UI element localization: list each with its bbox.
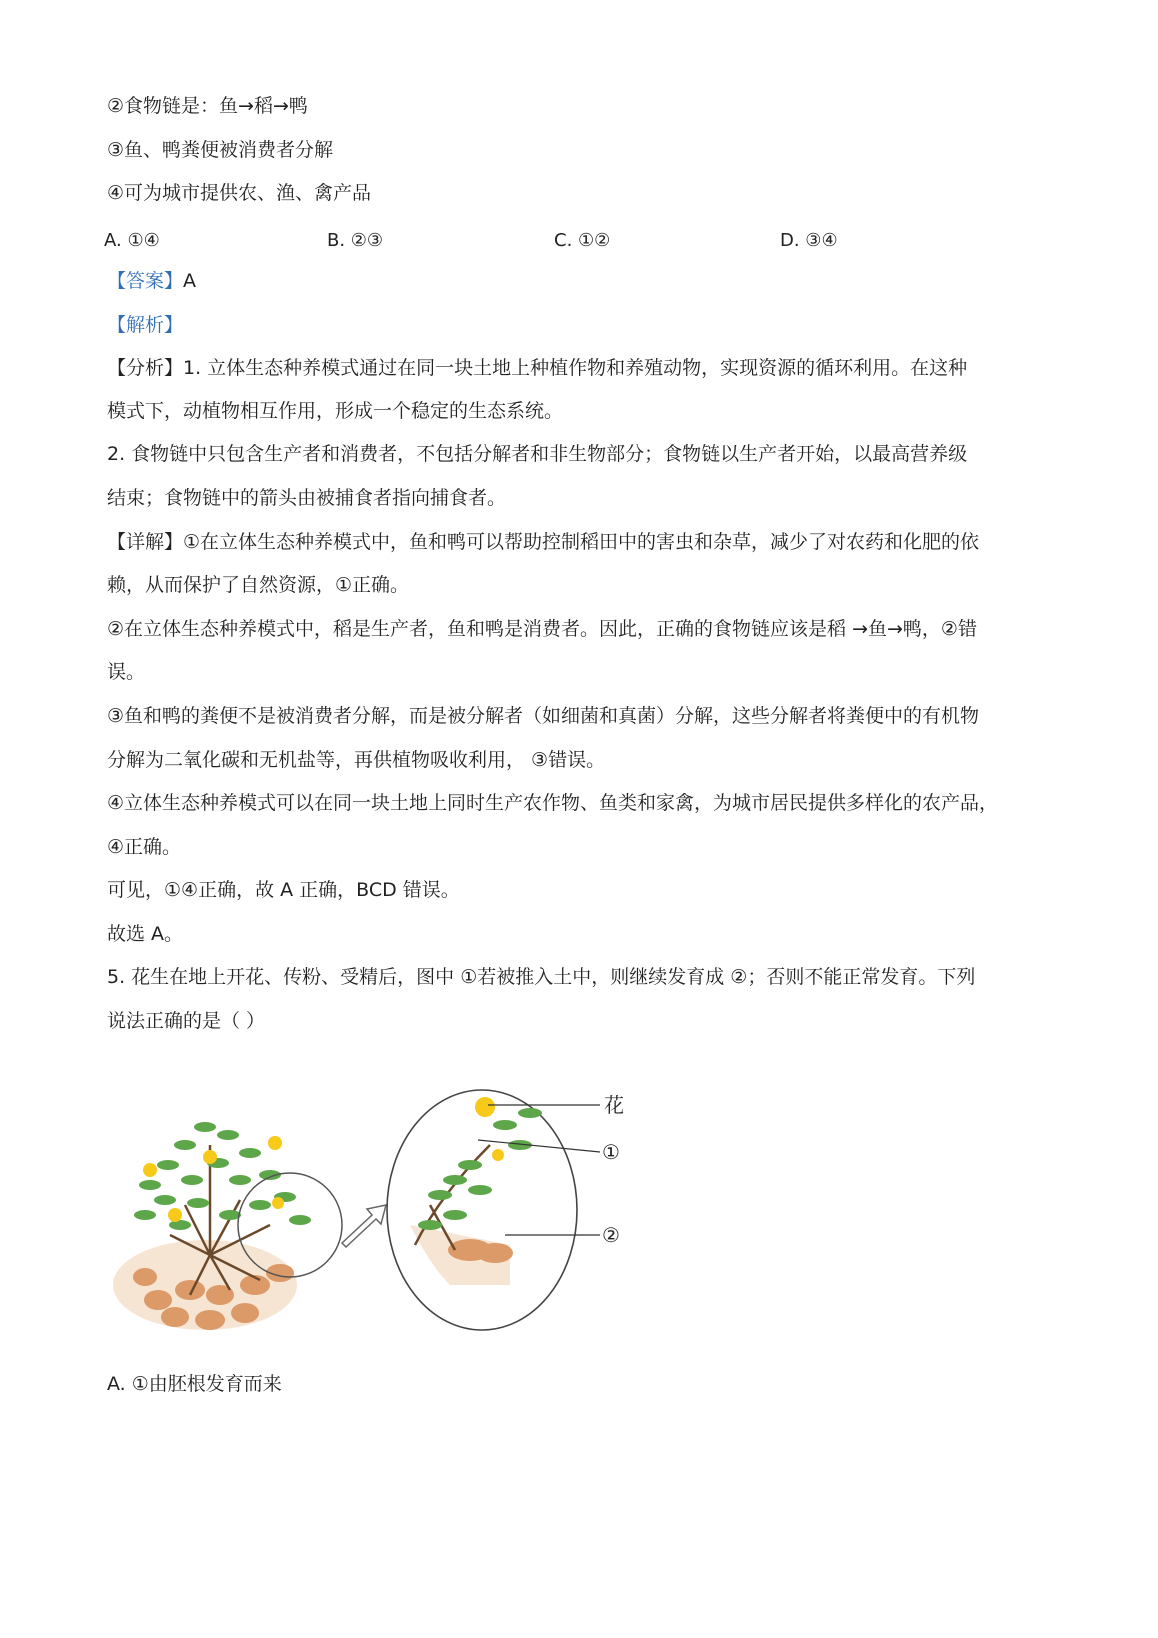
peanut-plant-illustration bbox=[113, 1122, 342, 1330]
question-5-line-2: 说法正确的是（ ） bbox=[107, 1010, 266, 1032]
line-decomposer: ③鱼、鸭粪便被消费者分解 bbox=[107, 139, 334, 161]
answer-tag: 【答案】 bbox=[107, 270, 184, 292]
detail-line-5: ③鱼和鸭的粪便不是被消费者分解，而是被分解者（如细菌和真菌）分解，这些分解者将粪便中的有机物 bbox=[107, 705, 980, 727]
conclusion-line-2: 故选 A。 bbox=[107, 923, 184, 945]
zoom-arrow-icon bbox=[342, 1205, 386, 1247]
peanut-figure bbox=[110, 1085, 670, 1415]
option-a: A. ①④ bbox=[104, 230, 160, 251]
answer-line bbox=[107, 269, 196, 293]
analysis-line-3: 2. 食物链中只包含生产者和消费者，不包括分解者和非生物部分；食物链以生产者开始，以最高营养级 bbox=[107, 443, 968, 465]
analysis-line-1: 【分析】1. 立体生态种养模式通过在同一块土地上种植作物和养殖动物，实现资源的循环利用。在这种 bbox=[107, 357, 968, 379]
option-c: C. ①② bbox=[554, 230, 611, 251]
detail-line-1: 【详解】①在立体生态种养模式中，鱼和鸭可以帮助控制稻田中的害虫和杂草，减少了对农药和化肥的依 bbox=[107, 531, 980, 553]
magnified-view bbox=[387, 1090, 624, 1330]
label-2: ② bbox=[602, 1223, 620, 1247]
option-d: D. ③④ bbox=[780, 230, 838, 251]
question-5-line-1: 5. 花生在地上开花、传粉、受精后，图中 ①若被推入土中，则继续发育成 ②；否则不能正常发育。下列 bbox=[107, 966, 976, 988]
conclusion-line-1: 可见，①④正确，故 A 正确，BCD 错误。 bbox=[107, 879, 460, 901]
detail-line-6: 分解为二氧化碳和无机盐等，再供植物吸收利用， ③错误。 bbox=[107, 749, 606, 771]
label-flower: 花 bbox=[604, 1093, 624, 1117]
label-1: ① bbox=[602, 1140, 620, 1164]
detail-line-8: ④正确。 bbox=[107, 836, 182, 858]
analysis-tag: 【解析】 bbox=[107, 314, 184, 336]
line-food-chain: ②食物链是：鱼→稻→鸭 bbox=[107, 95, 308, 117]
detail-line-7: ④立体生态种养模式可以在同一块土地上同时生产农作物、鱼类和家禽，为城市居民提供多样化的农产品， bbox=[107, 792, 999, 814]
line-city-products: ④可为城市提供农、渔、禽产品 bbox=[107, 182, 372, 204]
detail-line-4: 误。 bbox=[107, 661, 146, 683]
answer-value: A bbox=[183, 270, 197, 292]
detail-line-3: ②在立体生态种养模式中，稻是生产者，鱼和鸭是消费者。因此，正确的食物链应该是稻 →鱼→鸭，②错 bbox=[107, 618, 977, 640]
detail-line-2: 赖，从而保护了自然资源，①正确。 bbox=[107, 574, 410, 596]
option-b: B. ②③ bbox=[327, 230, 384, 251]
analysis-line-4: 结束；食物链中的箭头由被捕食者指向捕食者。 bbox=[107, 487, 507, 509]
question-5-option-a: A. ①由胚根发育而来 bbox=[107, 1373, 282, 1395]
analysis-line-2: 模式下，动植物相互作用，形成一个稳定的生态系统。 bbox=[107, 400, 564, 422]
